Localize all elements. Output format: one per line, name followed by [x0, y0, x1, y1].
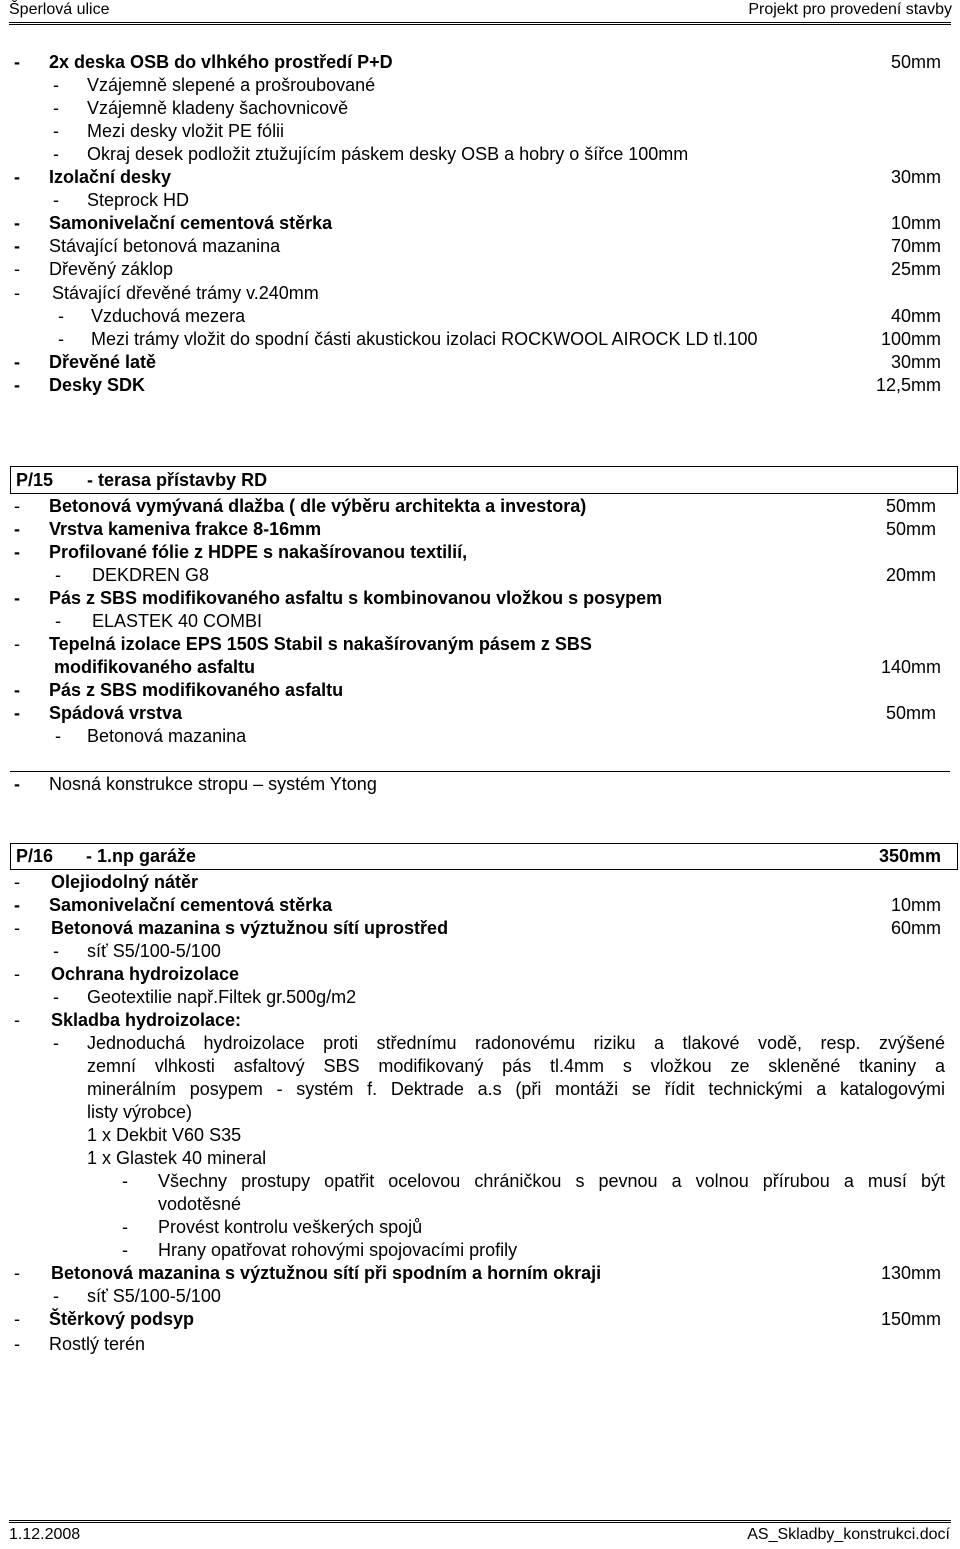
layer-line [0, 258, 960, 281]
layer-text: Betonová mazanina [87, 726, 247, 746]
layer-text: Tepelná izolace EPS 150S Stabil s nakašírovaným pásem z SBS [49, 634, 592, 654]
dash: - [14, 1263, 20, 1283]
dash: - [14, 1010, 20, 1030]
layer-thickness: 50mm [885, 703, 936, 723]
layer-text: Betonová vymývaná dlažba ( dle výběru architekta a investora) [49, 496, 587, 516]
layer-line [0, 1032, 960, 1055]
layer-text: zemní vlhkosti asfaltový SBS modifikovaný pás tl.4mm s vložkou ze skleněné tkaniny a [87, 1056, 945, 1076]
layer-text: Stávající dřevěné trámy v.240mm [52, 283, 319, 303]
layer-line [0, 1055, 960, 1078]
dash: - [14, 519, 20, 539]
dash: - [14, 52, 20, 72]
layer-line [0, 97, 960, 120]
layer-line [0, 610, 960, 633]
layer-line [0, 212, 960, 235]
dash: - [14, 1334, 20, 1354]
layer-line [0, 773, 960, 796]
layer-text: modifikovaného asfaltu [54, 657, 256, 677]
dash: - [14, 213, 20, 233]
layer-line [0, 1285, 960, 1308]
layer-thickness: 70mm [890, 236, 941, 256]
layer-text: Samonivelační cementová stěrka [49, 213, 333, 233]
footer-date: 1.12.2008 [9, 1526, 81, 1543]
layer-text: Samonivelační cementová stěrka [49, 895, 333, 915]
layer-text: Desky SDK [49, 375, 146, 395]
header-document-type: Projekt pro provedení stavby [748, 1, 952, 18]
layer-line [0, 1193, 960, 1216]
layer-line [0, 1124, 960, 1147]
layer-text: Mezi trámy vložit do spodní části akustickou izolaci ROCKWOOL AIROCK LD tl.100 [91, 329, 758, 349]
layer-thickness: 50mm [885, 519, 936, 539]
dash: - [14, 703, 20, 723]
layer-line [0, 235, 960, 258]
dash: - [14, 588, 20, 608]
layer-line [0, 702, 960, 725]
footer-rule [9, 1520, 951, 1523]
layer-text: Skladba hydroizolace: [51, 1010, 242, 1030]
layer-text: Dřevěné latě [49, 352, 157, 372]
layer-line [0, 1170, 960, 1193]
dash: - [55, 726, 61, 746]
layer-thickness: 30mm [890, 167, 941, 187]
layer-text: Provést kontrolu veškerých spojů [158, 1217, 423, 1237]
layer-text: Profilované fólie z HDPE s nakašírovanou textilií, [49, 542, 468, 562]
layer-thickness: 12,5mm [875, 375, 941, 395]
layer-text: 1 x Dekbit V60 S35 [87, 1125, 242, 1145]
dash: - [14, 283, 20, 303]
p16-code: P/16 [16, 846, 54, 866]
layer-line [0, 1262, 960, 1285]
layer-line [0, 1216, 960, 1239]
p16-title-line [0, 845, 960, 868]
dash: - [53, 941, 59, 961]
layer-line [0, 374, 960, 397]
layer-text: Betonová mazanina s výztužnou sítí uprostřed [51, 918, 449, 938]
dash: - [14, 1309, 20, 1329]
layer-text: Pás z SBS modifikovaného asfaltu [49, 680, 344, 700]
dash: - [14, 352, 20, 372]
layer-text: Ochrana hydroizolace [51, 964, 240, 984]
layer-line [0, 917, 960, 940]
layer-line [0, 587, 960, 610]
layer-thickness: 10mm [890, 895, 941, 915]
layer-text: 1 x Glastek 40 mineral [87, 1148, 267, 1168]
layer-thickness: 60mm [890, 918, 941, 938]
layer-thickness: 30mm [890, 352, 941, 372]
layer-thickness: 100mm [880, 329, 941, 349]
layer-text: Vzduchová mezera [91, 306, 246, 326]
dash: - [14, 496, 20, 516]
layer-text: Betonová mazanina s výztužnou sítí při spodním a horním okraji [51, 1263, 602, 1283]
layer-line [0, 74, 960, 97]
header-rule [9, 22, 951, 25]
p15-title-line [0, 469, 960, 492]
layer-text: DEKDREN G8 [92, 565, 210, 585]
layer-text: vodotěsné [158, 1194, 242, 1214]
dash: - [53, 1033, 59, 1053]
layer-text: Štěrkový podsyp [49, 1309, 195, 1329]
layer-line [0, 1078, 960, 1101]
dash: - [55, 611, 61, 631]
layer-thickness: 10mm [890, 213, 941, 233]
dash: - [14, 167, 20, 187]
dash: - [53, 121, 59, 141]
layer-line [0, 1308, 960, 1331]
layer-line [0, 166, 960, 189]
layer-line [0, 871, 960, 894]
footer-filename: AS_Skladby_konstrukci.docí [747, 1526, 950, 1543]
layer-text: Jednoduchá hydroizolace proti střednímu radonovému riziku a tlakové vodě, resp. zvýšené [87, 1033, 945, 1053]
layer-line [0, 986, 960, 1009]
p16-total-thickness: 350mm [878, 846, 941, 866]
dash: - [53, 190, 59, 210]
dash: - [14, 964, 20, 984]
dash: - [14, 895, 20, 915]
dash: - [14, 774, 20, 794]
p15-code: P/15 [16, 470, 54, 490]
layer-text: Hrany opatřovat rohovými spojovacími profily [158, 1240, 518, 1260]
dash: - [55, 565, 61, 585]
layer-line [0, 1239, 960, 1262]
layer-line [0, 656, 960, 679]
layer-line [0, 305, 960, 328]
layer-text: ELASTEK 40 COMBI [92, 611, 263, 631]
dash: - [53, 1286, 59, 1306]
dash: - [53, 987, 59, 1007]
layer-line [0, 963, 960, 986]
dash: - [53, 98, 59, 118]
layer-line [0, 120, 960, 143]
layer-thickness: 140mm [880, 657, 941, 677]
layer-line [0, 679, 960, 702]
layer-line [0, 1333, 960, 1356]
dash: - [14, 680, 20, 700]
layer-text: Dřevěný záklop [49, 259, 174, 279]
layer-line [0, 633, 960, 656]
layer-line [0, 189, 960, 212]
dash: - [122, 1217, 128, 1237]
dash: - [53, 75, 59, 95]
layer-text: Vzájemně slepené a prošroubované [87, 75, 376, 95]
layer-text: Spádová vrstva [49, 703, 183, 723]
layer-line [0, 328, 960, 351]
layer-text: Vzájemně kladeny šachovnicově [87, 98, 349, 118]
dash: - [122, 1171, 128, 1191]
layer-text: Rostlý terén [49, 1334, 146, 1354]
layer-line [0, 564, 960, 587]
p16-title: - 1.np garáže [86, 846, 197, 866]
layer-text: síť S5/100-5/100 [87, 941, 221, 961]
layer-line [0, 143, 960, 166]
layer-line [0, 1101, 960, 1124]
layer-thickness: 50mm [890, 52, 941, 72]
dash: - [14, 259, 20, 279]
layer-line [0, 518, 960, 541]
layer-text: Geotextilie např.Filtek gr.500g/m2 [87, 987, 357, 1007]
layer-line [0, 1009, 960, 1032]
dash: - [58, 306, 64, 326]
layer-thickness: 130mm [880, 1263, 941, 1283]
layer-text: síť S5/100-5/100 [87, 1286, 221, 1306]
layer-text: Okraj desek podložit ztužujícím páskem desky OSB a hobry o šířce 100mm [87, 144, 689, 164]
layer-text: Mezi desky vložit PE fólii [87, 121, 285, 141]
layer-text: Pás z SBS modifikovaného asfaltu s kombinovanou vložkou s posypem [49, 588, 663, 608]
dash: - [122, 1240, 128, 1260]
layer-text: Stávající betonová mazanina [49, 236, 281, 256]
layer-thickness: 20mm [885, 565, 936, 585]
dash: - [58, 329, 64, 349]
layer-line [0, 1147, 960, 1170]
dash: - [14, 236, 20, 256]
layer-text: Steprock HD [87, 190, 190, 210]
layer-thickness: 150mm [880, 1309, 941, 1329]
p15-divider [10, 771, 950, 772]
layer-thickness: 40mm [890, 306, 941, 326]
dash: - [14, 375, 20, 395]
layer-line [0, 894, 960, 917]
dash: - [14, 542, 20, 562]
layer-line [0, 495, 960, 518]
dash: - [14, 872, 20, 892]
layer-text: Nosná konstrukce stropu – systém Ytong [49, 774, 377, 794]
layer-line [0, 351, 960, 374]
layer-line [0, 282, 960, 305]
layer-line [0, 940, 960, 963]
layer-thickness: 25mm [890, 259, 941, 279]
layer-line [0, 51, 960, 74]
dash: - [14, 634, 20, 654]
layer-text: Všechny prostupy opatřit ocelovou chráničkou s pevnou a volnou přírubou a musí být [158, 1171, 945, 1191]
layer-text: Vrstva kameniva frakce 8-16mm [49, 519, 322, 539]
layer-text: listy výrobce) [87, 1102, 193, 1122]
layer-line [0, 541, 960, 564]
layer-thickness: 50mm [885, 496, 936, 516]
layer-text: 2x deska OSB do vlhkého prostředí P+D [49, 52, 393, 72]
layer-text: Izolační desky [49, 167, 172, 187]
p15-title: - terasa přístavby RD [87, 470, 268, 490]
layer-line [0, 725, 960, 748]
layer-text: minerálním posypem - systém f. Dektrade a.s (při montáži se řídit technickými a katalogovými [87, 1079, 945, 1099]
layer-text: Olejiodolný nátěr [51, 872, 199, 892]
header-project-name: Šperlová ulice [9, 1, 110, 18]
dash: - [53, 144, 59, 164]
dash: - [14, 918, 20, 938]
